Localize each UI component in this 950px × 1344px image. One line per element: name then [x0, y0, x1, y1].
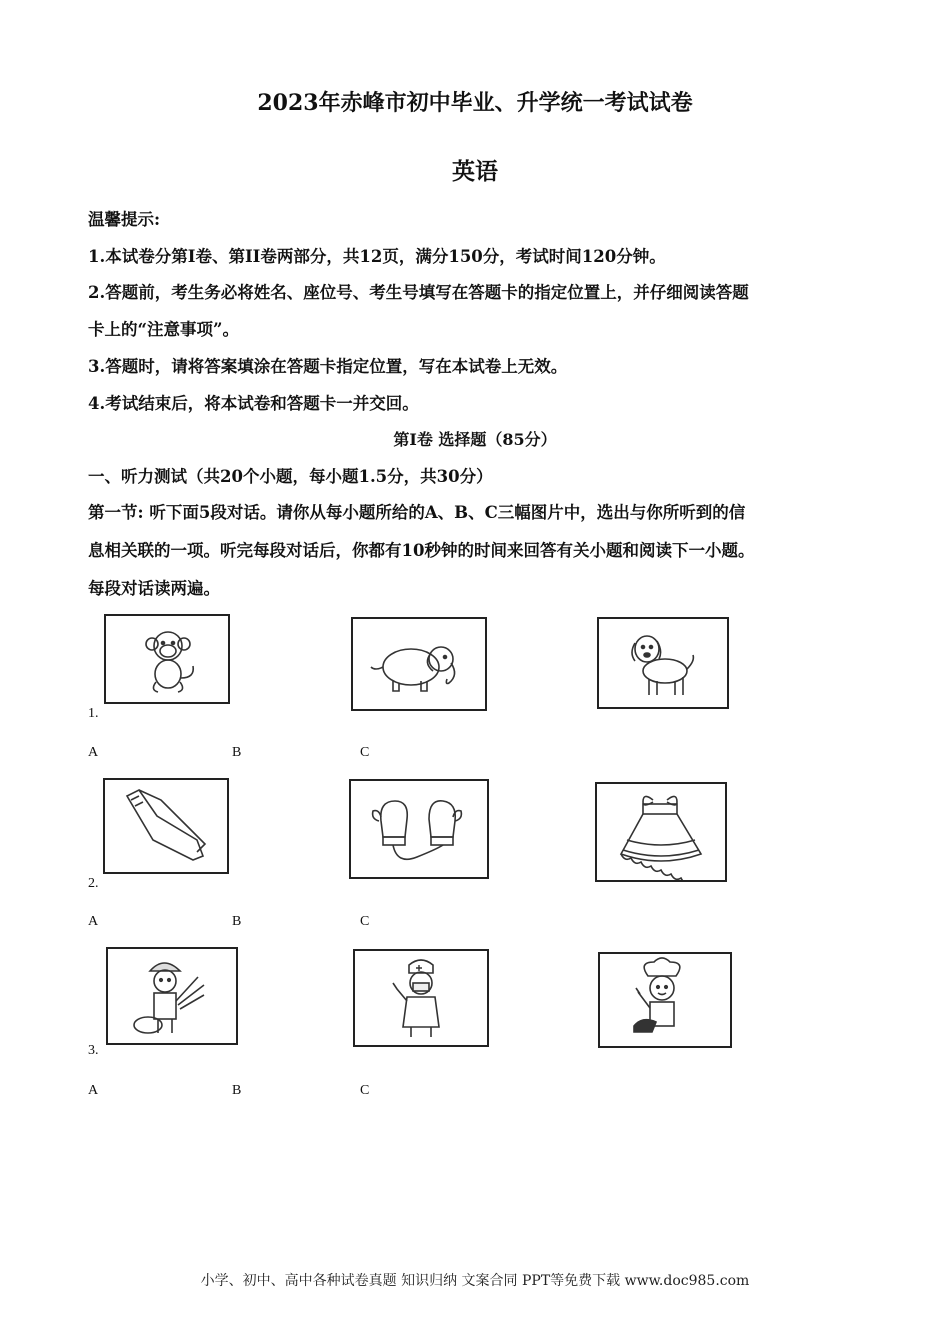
tip-2b: 卡上的“注意事项”。 — [88, 320, 239, 339]
doctor-icon — [355, 951, 487, 1045]
question-1-picture-b — [351, 617, 487, 711]
question-3-option-c: C — [360, 1083, 370, 1098]
gloves-icon — [351, 781, 487, 877]
trousers-icon — [105, 780, 227, 872]
question-2-picture-c — [595, 782, 727, 882]
instruction-line-1: 第一节: 听下面5段对话。请你从每小题所给的A、B、C三幅图片中，选出与你所听到的信 — [88, 503, 746, 522]
question-3-option-a: A — [88, 1083, 99, 1098]
question-3-number: 3. — [88, 1043, 99, 1058]
question-2-number: 2. — [88, 876, 99, 891]
exam-subject: 英语 — [452, 158, 498, 185]
tips-heading: 温馨提示: — [88, 210, 161, 229]
question-3-picture-a — [106, 947, 238, 1045]
question-2-option-a: A — [88, 914, 99, 929]
question-3-picture-c — [598, 952, 732, 1048]
monkey-icon — [106, 616, 228, 702]
question-1-number: 1. — [88, 706, 99, 721]
question-2-option-c: C — [360, 914, 370, 929]
question-2-picture-a — [103, 778, 229, 874]
question-1-picture-c — [597, 617, 729, 709]
tip-3: 3.答题时，请将答案填涂在答题卡指定位置，写在本试卷上无效。 — [88, 357, 568, 376]
tip-1: 1.本试卷分第Ⅰ卷、第ⅠⅠ卷两部分，共12页，满分150分，考试时间120分钟。 — [88, 247, 666, 266]
tip-4: 4.考试结束后，将本试卷和答题卡一并交回。 — [88, 394, 419, 413]
question-3-option-b: B — [232, 1083, 242, 1098]
part-heading: 第Ⅰ卷 选择题（85分） — [393, 430, 557, 449]
question-3-picture-b — [353, 949, 489, 1047]
instruction-line-3: 每段对话读两遍。 — [88, 579, 220, 598]
question-1-option-c: C — [360, 745, 370, 760]
question-2-picture-b — [349, 779, 489, 879]
dog-icon — [599, 619, 727, 707]
question-1-option-a: A — [88, 745, 99, 760]
exam-title: 2023年赤峰市初中毕业、升学统一考试试卷 — [257, 90, 693, 116]
section-heading: 一、听力测试（共20个小题，每小题1.5分，共30分） — [88, 467, 493, 486]
firefighter-icon — [108, 949, 236, 1043]
elephant-icon — [353, 619, 485, 709]
page-footer: 小学、初中、高中各种试卷真题 知识归纳 文案合同 PPT等免费下载 www.doc985.com — [200, 1273, 750, 1289]
tip-2a: 2.答题前，考生务必将姓名、座位号、考生号填写在答题卡的指定位置上，并仔细阅读答题 — [88, 283, 749, 302]
question-1-option-b: B — [232, 745, 242, 760]
cook-icon — [600, 954, 730, 1046]
question-2-option-b: B — [232, 914, 242, 929]
skirt-icon — [597, 784, 725, 880]
instruction-line-2: 息相关联的一项。听完每段对话后，你都有10秒钟的时间来回答有关小题和阅读下一小题。 — [88, 541, 755, 560]
question-1-picture-a — [104, 614, 230, 704]
